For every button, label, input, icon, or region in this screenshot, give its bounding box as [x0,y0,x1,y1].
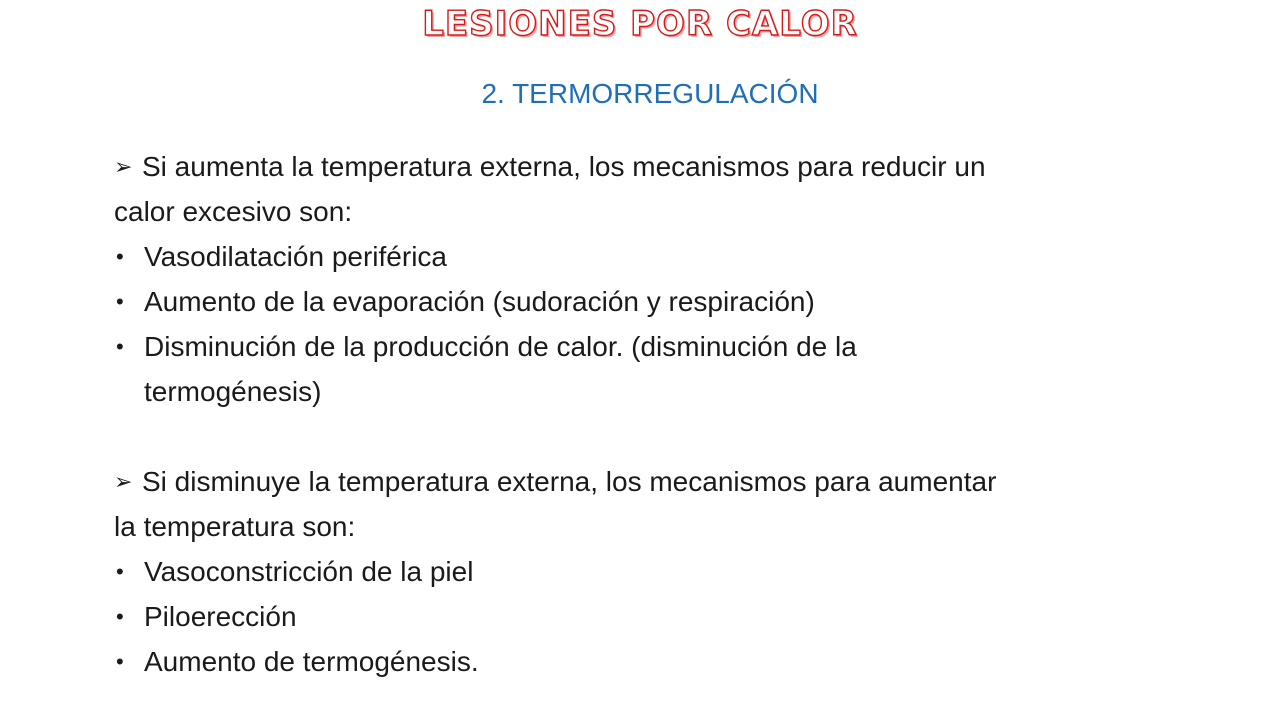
slide-content [114,144,1024,684]
list-item-text: Vasoconstricción de la piel [144,556,474,587]
list-item [114,639,1024,684]
list-item-text: Vasodilatación periférica [144,241,447,272]
section-lead [114,144,1024,234]
bullet-dot-icon: • [116,244,124,269]
section-lead-text: Si aumenta la temperatura externa, los mecanismos para reducir un calor excesivo son: [114,151,986,227]
list-item-text: Disminución de la producción de calor. (disminución de la termogénesis) [144,331,857,407]
list-item [114,594,1024,639]
list-item-text: Aumento de la evaporación (sudoración y respiración) [144,286,815,317]
list-item-text: Piloerección [144,601,297,632]
bullet-list [114,234,1024,414]
bullet-dot-icon: • [116,559,124,584]
bullet-list [114,549,1024,684]
list-item [114,549,1024,594]
arrow-bullet-icon: ➢ [114,469,133,494]
list-item [114,234,1024,279]
bullet-dot-icon: • [116,289,124,314]
bullet-dot-icon: • [116,649,124,674]
list-item [114,279,1024,324]
section-lead [114,459,1024,549]
slide-subtitle: 2. TERMORREGULACIÓN [481,78,819,109]
list-item [114,324,1024,414]
bullet-dot-icon: • [116,604,124,629]
list-item-text: Aumento de termogénesis. [144,646,479,677]
section-spacer [114,414,1024,459]
slide-title: LESIONES POR CALOR [422,4,858,44]
arrow-bullet-icon: ➢ [114,154,133,179]
section-lead-text: Si disminuye la temperatura externa, los mecanismos para aumentar la temperatura son: [114,466,997,542]
bullet-dot-icon: • [116,334,124,359]
